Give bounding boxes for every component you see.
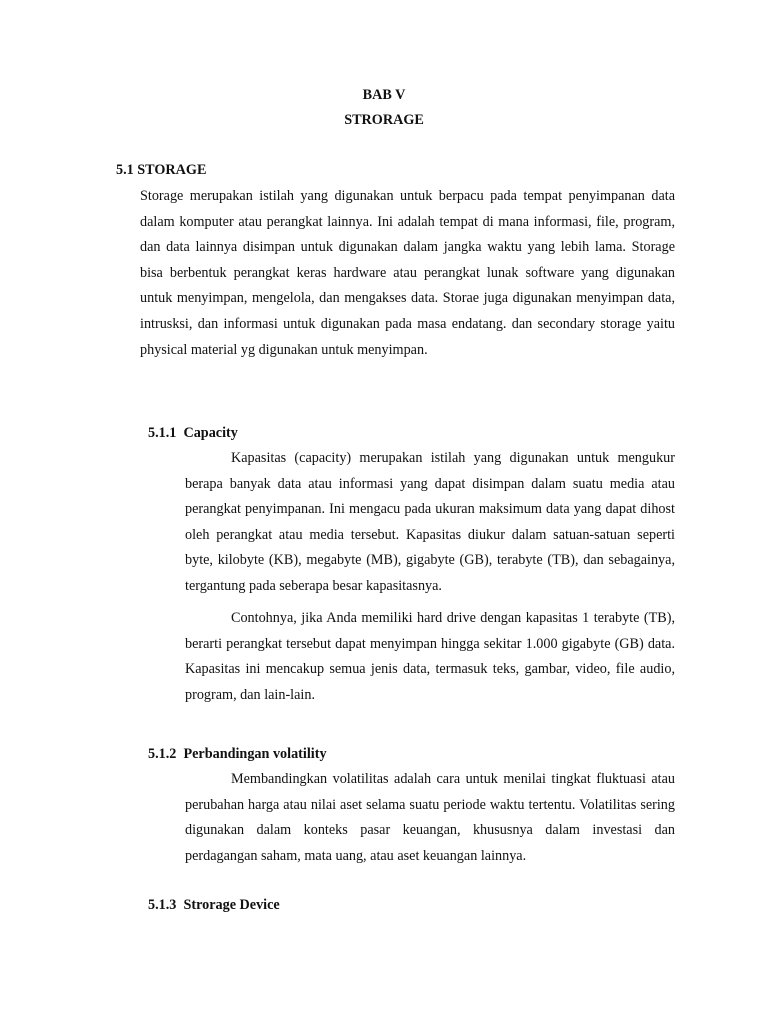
capacity-paragraph-1: Kapasitas (capacity) merupakan istilah yang digunakan untuk mengukur berapa banyak data atau informasi yang dapat disimpan dalam suatu media atau perangkat penyimpanan. Ini mengacu pada ukuran maksimum data yang dapat dihost oleh perangkat atau media tersebut. Kapasitas diukur dalam satuan-satuan seperti byte, kilobyte (KB), megabyte (MB), gigabyte (GB), terabyte (TB), dan sebagainya, tergantung pada seberapa besar kapasitasnya. [185, 450, 675, 594]
subsection-heading-storage-device: 5.1.3 Strorage Device [148, 897, 280, 913]
chapter-title: STRORAGE [344, 112, 424, 128]
volatility-paragraph: Membandingkan volatilitas adalah cara untuk menilai tingkat fluktuasi atau perubahan harga atau nilai aset selama suatu periode waktu tertentu. Volatilitas sering digunakan dalam konteks pasar keuangan, khususnya dalam investasi dan perdagangan saham, mata uang, atau aset keuangan lainnya. [185, 771, 675, 864]
section-paragraph: Storage merupakan istilah yang digunakan untuk berpacu pada tempat penyimpanan data dalam komputer atau perangkat lainnya. Ini adalah tempat di mana informasi, file, program, dan data lainnya disimpan untuk digunakan dalam jangka waktu yang lebih lama. Storage bisa berbentuk perangkat keras hardware atau perangkat lunak software yang digunakan untuk menyimpan, mengelola, dan mengakses data. Storae juga digunakan menyimpan data, intrusksi, dan informasi untuk digunakan pada masa endatang. dan secondary storage yaitu physical material yg digunakan untuk menyimpan. [140, 188, 675, 358]
capacity-paragraph-2: Contohnya, jika Anda memiliki hard drive dengan kapasitas 1 terabyte (TB), berarti perangkat tersebut dapat menyimpan hingga sekitar 1.000 gigabyte (GB) data. Kapasitas ini mencakup semua jenis data, termasuk teks, gambar, video, file audio, program, dan lain-lain. [185, 610, 675, 703]
subsection-heading-capacity: 5.1.1 Capacity [148, 425, 238, 441]
chapter-label: BAB V [362, 87, 406, 103]
subsection-heading-volatility: 5.1.2 Perbandingan volatility [148, 746, 327, 762]
section-heading: 5.1 STORAGE [116, 162, 207, 178]
